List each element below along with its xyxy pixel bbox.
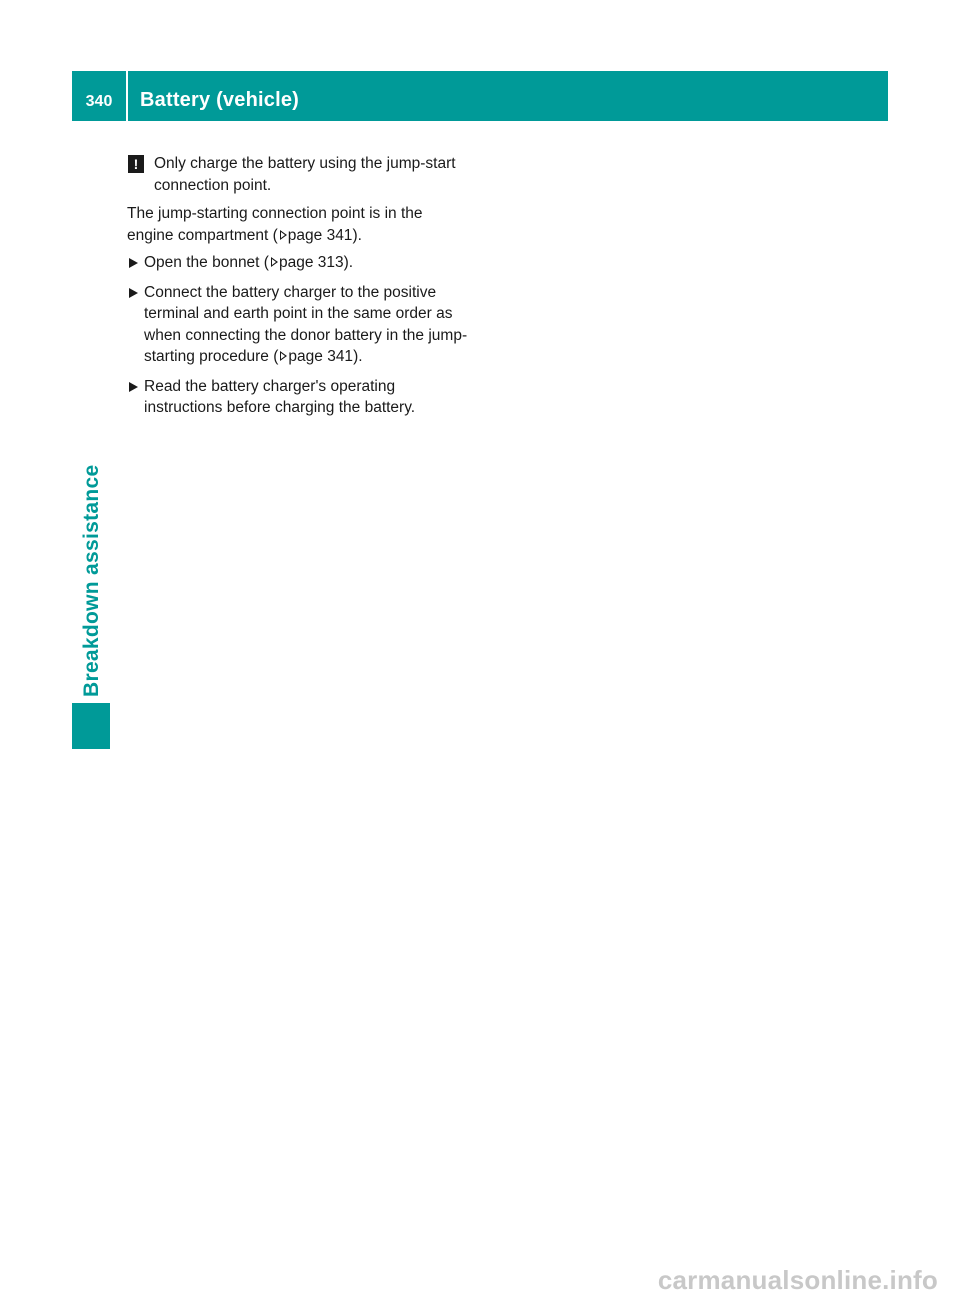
page-reference-link[interactable]: page 313 xyxy=(278,254,344,271)
content-column xyxy=(127,153,472,427)
side-tab-label: Breakdown assistance xyxy=(80,464,103,697)
step-item xyxy=(127,252,472,274)
watermark: carmanualsonline.info xyxy=(657,1265,938,1295)
section-title: Battery (vehicle) xyxy=(140,89,300,111)
side-tab-marker xyxy=(72,703,110,749)
warning-text: Only charge the battery using the jump-start connection point. xyxy=(154,155,456,194)
step-text: Open the bonnet ( xyxy=(144,254,269,271)
step-item xyxy=(127,282,472,368)
paragraph-text-end: ). xyxy=(352,226,362,244)
step-text: Read the battery charger's operating instructions before charging the battery. xyxy=(144,377,416,416)
page-reference-icon xyxy=(280,351,287,361)
header-bar xyxy=(72,71,888,121)
step-text-end: ). xyxy=(343,254,354,271)
page-reference-link[interactable]: page 341 xyxy=(288,348,354,365)
step-arrow-icon xyxy=(129,258,138,268)
step-arrow-icon xyxy=(129,288,138,298)
page-reference-link[interactable]: page 341 xyxy=(287,226,353,244)
step-arrow-icon xyxy=(129,382,138,392)
page-reference-icon xyxy=(280,230,287,240)
warning-note xyxy=(127,153,472,196)
paragraph-text: The jump-starting connection point is in the engine compartment ( xyxy=(127,205,423,244)
exclamation-icon: ! xyxy=(128,155,144,173)
header-divider xyxy=(126,71,128,121)
page-number: 340 xyxy=(85,93,113,110)
step-text: Connect the battery charger to the positive terminal and earth point in the same order as when connecting the donor battery in the jump-starting procedure ( xyxy=(144,283,468,365)
body-paragraph xyxy=(127,203,472,246)
step-text-end: ). xyxy=(353,348,363,365)
step-item xyxy=(127,376,472,419)
page-reference-icon xyxy=(271,257,278,267)
